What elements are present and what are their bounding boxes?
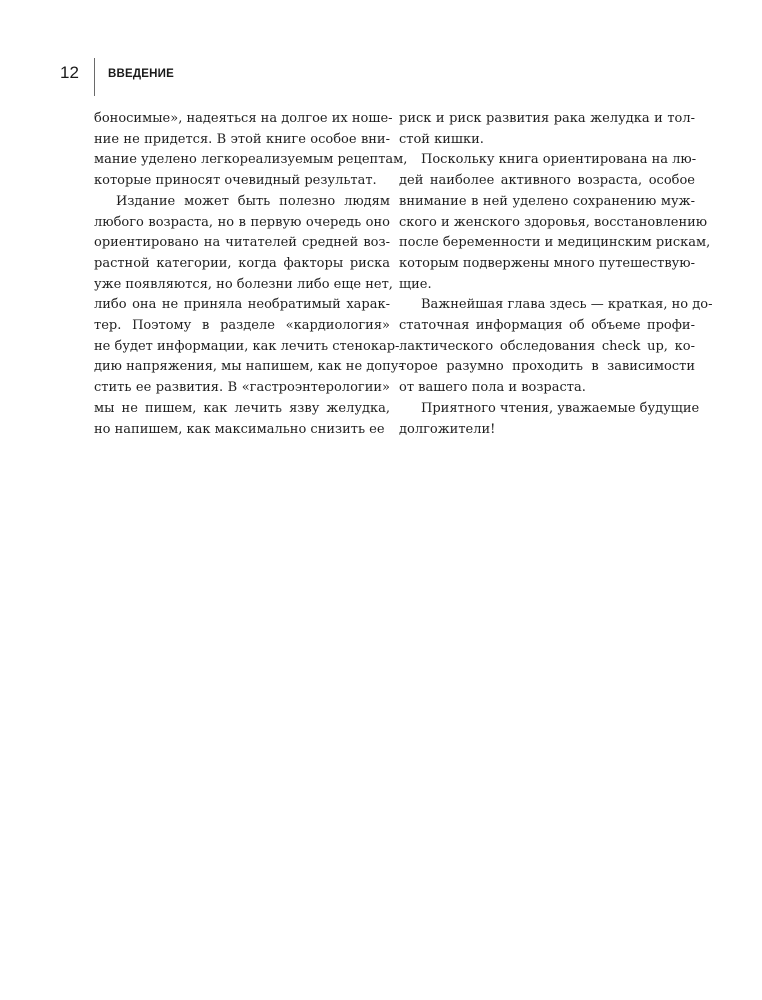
text-line: Приятного чтения, уважаемые будущие [421,400,700,416]
paragraph [94,192,403,440]
header-divider [94,58,95,96]
text-line: стить ее развития. В «гастроэнтерологии» [94,380,390,396]
text-line: от вашего пола и возраста. [399,380,586,396]
text-line: ского и женского здоровья, восстановлению [399,214,708,230]
paragraph [94,109,408,192]
text-line: долгожители! [399,421,496,437]
text-line: Издание может быть полезно людям [116,193,390,209]
text-line: Поскольку книга ориентирована на лю- [421,152,697,168]
text-line: дию напряжения, мы напишем, как не допу- [94,359,403,375]
text-column-right [399,109,713,440]
text-line: не будет информации, как лечить стенокар- [94,338,400,354]
page-number: 12 [60,63,79,82]
text-line: либо она не приняла необратимый харак- [94,297,390,313]
section-title: ВВЕДЕНИЕ [108,68,174,80]
text-column-left [94,109,408,440]
text-line: стой кишки. [399,131,484,147]
text-line: ориентировано на читателей средней воз- [94,235,390,251]
text-line: тер. Поэтому в разделе «кардиология» [94,318,390,334]
text-line: которым подвержены много путешествую- [399,255,696,271]
paragraph [399,150,711,295]
text-line: мание уделено легкореализуемым рецептам, [94,152,408,168]
text-line: статочная информация об объеме профи- [399,318,695,334]
text-line: Важнейшая глава здесь — краткая, но до- [421,297,713,313]
text-line: но напишем, как максимально снизить ее [94,421,385,437]
text-line: после беременности и медицинским рискам, [399,235,711,251]
text-line: которые приносят очевидный результат. [94,173,377,189]
paragraph [399,399,700,440]
text-line: внимание в ней уделено сохранению муж- [399,193,695,209]
text-line: боносимые», надеяться на долгое их ноше- [94,111,393,126]
paragraph [399,295,713,399]
text-line: любого возраста, но в первую очередь оно [94,214,390,230]
text-line: уже появляются, но болезни либо еще нет, [94,276,393,292]
text-line: ние не придется. В этой книге особое вни- [94,131,390,147]
text-line: щие. [399,276,432,292]
text-line: лактического обследования check up, ко- [399,338,695,354]
text-line: риск и риск развития рака желудка и тол- [399,111,695,126]
text-line: мы не пишем, как лечить язву желудка, [94,400,390,416]
paragraph [399,109,695,150]
text-line: торое разумно проходить в зависимости [399,359,695,375]
text-line: дей наиболее активного возраста, особое [399,173,695,189]
text-line: растной категории, когда факторы риска [94,255,390,271]
